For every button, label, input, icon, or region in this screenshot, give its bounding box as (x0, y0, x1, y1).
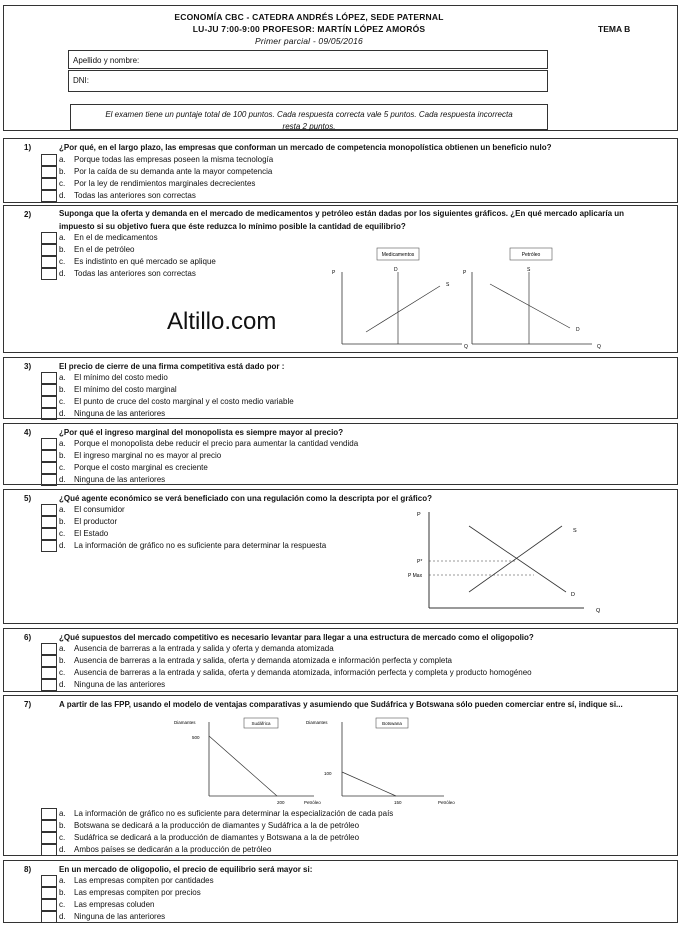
option-letter: c. (59, 179, 66, 188)
demand-line (490, 284, 570, 328)
fpp-line (209, 736, 277, 796)
exam-theme: TEMA B (598, 24, 631, 34)
option-text: Todas las anteriores son correctas (74, 191, 196, 200)
graph-medicamentos (332, 248, 468, 350)
answer-checkbox[interactable] (41, 450, 57, 462)
answer-checkbox[interactable] (41, 832, 57, 844)
fpp-graphs (164, 712, 474, 808)
option-text: Ninguna de las anteriores (74, 680, 166, 689)
answer-checkbox[interactable] (41, 516, 57, 528)
option-text: Porque el costo marginal es creciente (74, 463, 208, 472)
answer-checkbox[interactable] (41, 875, 57, 887)
option-text: Ausencia de barreras a la entrada y salida, oferta y demanda atomizada e información perfecta y completa (74, 656, 452, 665)
option-a[interactable] (41, 372, 671, 384)
answer-checkbox[interactable] (41, 808, 57, 820)
option-letter: d. (59, 541, 66, 550)
demand-label: D (394, 267, 398, 273)
option-letter: b. (59, 821, 66, 830)
altillo-watermark: Altillo.com (167, 308, 277, 335)
option-a[interactable] (41, 438, 671, 450)
answer-checkbox[interactable] (41, 244, 57, 256)
x-axis-label: Petróleo (304, 800, 321, 805)
equilibrium-price-label: P* (417, 559, 423, 565)
supply-demand-graphs (322, 244, 612, 352)
question-text-line1: Suponga que la oferta y demanda en el mercado de medicamentos y petróleo están dadas por los siguientes gráficos. ¿En qué mercado aplicaría un (59, 209, 625, 218)
question-3 (3, 357, 678, 419)
option-a[interactable] (41, 875, 671, 887)
axis-p-label: P (332, 270, 336, 276)
y-intercept-label: 500 (192, 735, 200, 740)
option-text: Sudáfrica se dedicará a la producción de diamantes y Botswana a la de petróleo (74, 833, 360, 842)
dni-field[interactable] (68, 70, 548, 92)
option-text: El Estado (74, 529, 109, 538)
option-c[interactable] (41, 178, 671, 190)
question-2 (3, 205, 678, 353)
option-text: Por la ley de rendimientos marginales decrecientes (74, 179, 256, 188)
option-text: Ausencia de barreras a la entrada y salida y oferta y demanda atomizada (74, 644, 334, 653)
option-text: Porque el monopolista debe reducir el precio para aumentar la cantidad vendida (74, 439, 359, 448)
option-letter: a. (59, 876, 66, 885)
option-b[interactable] (41, 450, 671, 462)
option-letter: b. (59, 656, 66, 665)
x-intercept-label: 200 (277, 800, 285, 805)
option-text: Ambos países se dedicarán a la producción de petróleo (74, 845, 272, 854)
option-letter: c. (59, 397, 66, 406)
option-text: La información de gráfico no es suficiente para determinar la especialización de cada país (74, 809, 394, 818)
axis-q-label: Q (464, 344, 468, 350)
answer-checkbox[interactable] (41, 887, 57, 899)
option-d[interactable] (41, 408, 671, 420)
option-c[interactable] (41, 832, 671, 844)
option-b[interactable] (41, 384, 671, 396)
scoring-note-line2: resta 2 puntos. (282, 122, 336, 131)
option-letter: b. (59, 245, 66, 254)
option-letter: d. (59, 680, 66, 689)
answer-checkbox[interactable] (41, 679, 57, 691)
option-letter: d. (59, 912, 66, 921)
option-letter: c. (59, 529, 66, 538)
answer-checkbox[interactable] (41, 844, 57, 856)
x-intercept-label: 150 (394, 800, 402, 805)
question-text: ¿Qué supuestos del mercado competitivo es necesario levantar para llegar a una estructura de mercado como el oligopolio? (59, 633, 534, 642)
graph-petroleo (463, 248, 601, 350)
option-letter: b. (59, 167, 66, 176)
option-d[interactable] (41, 474, 671, 486)
answer-checkbox[interactable] (41, 384, 57, 396)
question-4 (3, 423, 678, 485)
option-text: El mínimo del costo marginal (74, 385, 177, 394)
option-text: Las empresas compiten por precios (74, 888, 201, 897)
option-letter: b. (59, 385, 66, 394)
option-letter: d. (59, 409, 66, 418)
option-c[interactable] (41, 462, 671, 474)
option-a[interactable] (41, 154, 671, 166)
answer-checkbox[interactable] (41, 408, 57, 420)
option-letter: c. (59, 463, 66, 472)
option-text: En el de medicamentos (74, 233, 158, 242)
option-a[interactable] (41, 232, 671, 244)
y-axis-label: Diamantes (306, 720, 328, 725)
question-number: 4) (24, 428, 32, 437)
option-text: En el de petróleo (74, 245, 135, 254)
option-letter: c. (59, 900, 66, 909)
answer-checkbox[interactable] (41, 911, 57, 923)
axis-p-label: P (417, 512, 421, 518)
option-a[interactable] (41, 643, 671, 655)
option-letter: d. (59, 475, 66, 484)
option-text: El productor (74, 517, 118, 526)
y-intercept-label: 100 (324, 771, 332, 776)
answer-checkbox[interactable] (41, 396, 57, 408)
question-number: 7) (24, 700, 32, 709)
exam-header (3, 5, 678, 131)
exam-date: Primer parcial - 09/05/2016 (255, 36, 363, 46)
option-letter: a. (59, 233, 66, 242)
answer-checkbox[interactable] (41, 899, 57, 911)
axis-q-label: Q (596, 608, 601, 614)
question-text: En un mercado de oligopolio, el precio de equilibrio será mayor si: (59, 865, 313, 874)
question-number: 2) (24, 210, 32, 219)
option-letter: a. (59, 505, 66, 514)
option-text: Ninguna de las anteriores (74, 409, 166, 418)
name-label: Apellido y nombre: (73, 56, 140, 65)
option-text: El consumidor (74, 505, 125, 514)
option-text: Por la caída de su demanda ante la mayor competencia (74, 167, 273, 176)
option-letter: c. (59, 668, 66, 677)
option-c[interactable] (41, 667, 671, 679)
demand-label: D (571, 592, 575, 598)
scoring-note (70, 104, 548, 130)
schedule-professor: LU-JU 7:00-9:00 PROFESOR: MARTÍN LÓPEZ AMORÓS (192, 24, 426, 34)
option-text: Las empresas compiten por cantidades (74, 876, 214, 885)
answer-checkbox[interactable] (41, 667, 57, 679)
answer-checkbox[interactable] (41, 528, 57, 540)
option-letter: d. (59, 845, 66, 854)
graph-botswana (306, 718, 455, 805)
answer-checkbox[interactable] (41, 232, 57, 244)
option-text: Es indistinto en qué mercado se aplique (74, 257, 216, 266)
answer-checkbox[interactable] (41, 820, 57, 832)
option-d[interactable] (41, 190, 671, 202)
question-5 (3, 489, 678, 624)
answer-checkbox[interactable] (41, 540, 57, 552)
option-text: Ninguna de las anteriores (74, 912, 166, 921)
question-number: 5) (24, 494, 32, 503)
question-text: ¿Qué agente económico se verá beneficiado con una regulación como la descripta por el gráfico? (59, 494, 432, 503)
answer-checkbox[interactable] (41, 256, 57, 268)
fpp-line (342, 772, 396, 796)
answer-checkbox[interactable] (41, 462, 57, 474)
option-letter: a. (59, 439, 66, 448)
dni-label: DNI: (73, 76, 89, 85)
max-price-label: P Max (408, 573, 423, 579)
answer-checkbox[interactable] (41, 643, 57, 655)
option-letter: d. (59, 191, 66, 200)
answer-checkbox[interactable] (41, 190, 57, 202)
option-letter: a. (59, 373, 66, 382)
option-d[interactable] (41, 911, 671, 923)
option-b[interactable] (41, 887, 671, 899)
answer-checkbox[interactable] (41, 178, 57, 190)
question-text: A partir de las FPP, usando el modelo de ventajas comparativas y asumiendo que Sudáfrica y Botswana sólo pueden comerciar entre sí, indique si... (59, 700, 623, 709)
option-letter: b. (59, 451, 66, 460)
option-b[interactable] (41, 820, 671, 832)
option-letter: b. (59, 517, 66, 526)
graph-title: Sudáfrica (251, 721, 271, 726)
option-letter: c. (59, 257, 66, 266)
question-text: ¿Por qué, en el largo plazo, las empresas que conforman un mercado de competencia monopolística obtienen un beneficio nulo? (59, 143, 552, 152)
option-b[interactable] (41, 166, 671, 178)
option-letter: b. (59, 888, 66, 897)
option-text: Ausencia de barreras a la entrada y salida, oferta y demanda atomizada, información perfecta y completa y producto homogéneo (74, 668, 532, 677)
option-text: El punto de cruce del costo marginal y el costo medio variable (74, 397, 294, 406)
option-c[interactable] (41, 396, 671, 408)
name-field[interactable] (68, 50, 548, 69)
answer-checkbox[interactable] (41, 166, 57, 178)
question-text: El precio de cierre de una firma competitiva está dado por : (59, 362, 285, 371)
answer-checkbox[interactable] (41, 504, 57, 516)
question-text: ¿Por qué el ingreso marginal del monopolista es siempre mayor al precio? (59, 428, 344, 437)
option-letter: a. (59, 644, 66, 653)
option-c[interactable] (41, 899, 671, 911)
question-number: 8) (24, 865, 32, 874)
option-d[interactable] (41, 679, 671, 691)
supply-label: S (446, 282, 450, 288)
option-text: Ninguna de las anteriores (74, 475, 166, 484)
option-text: El mínimo del costo medio (74, 373, 168, 382)
axis-q-label: Q (597, 344, 601, 350)
supply-label: S (527, 267, 531, 273)
supply-line (366, 286, 440, 332)
demand-label: D (576, 327, 580, 333)
option-text: La información de gráfico no es suficiente para determinar la respuesta (74, 541, 327, 550)
y-axis-label: Diamantes (174, 720, 196, 725)
option-text: Botswana se dedicará a la producción de diamantes y Sudáfrica a la de petróleo (74, 821, 360, 830)
question-number: 1) (24, 143, 32, 152)
axis-p-label: P (463, 270, 467, 276)
option-b[interactable] (41, 655, 671, 667)
price-ceiling-graph (384, 504, 609, 622)
option-text: Porque todas las empresas poseen la misma tecnología (74, 155, 274, 164)
graph-title: Petróleo (521, 252, 541, 258)
answer-checkbox[interactable] (41, 154, 57, 166)
course-title: ECONOMÍA CBC - CATEDRA ANDRÉS LÓPEZ, SEDE PATERNAL (174, 12, 444, 22)
option-d[interactable] (41, 844, 671, 856)
answer-checkbox[interactable] (41, 372, 57, 384)
option-text: Las empresas coluden (74, 900, 155, 909)
graph-title: Medicamentos (381, 252, 415, 258)
option-text: El ingreso marginal no es mayor al precio (74, 451, 222, 460)
question-6 (3, 628, 678, 692)
answer-checkbox[interactable] (41, 655, 57, 667)
question-number: 6) (24, 633, 32, 642)
option-letter: d. (59, 269, 66, 278)
answer-checkbox[interactable] (41, 438, 57, 450)
option-letter: a. (59, 155, 66, 164)
x-axis-label: Petróleo (438, 800, 455, 805)
option-a[interactable] (41, 808, 671, 820)
question-1 (3, 138, 678, 203)
graph-title: Botswana (382, 721, 402, 726)
option-text: Todas las anteriores son correctas (74, 269, 196, 278)
question-text (59, 208, 624, 233)
question-7 (3, 695, 678, 856)
question-8 (3, 860, 678, 923)
question-text-line2: impuesto si su objetivo fuera que éste reduzca lo mínimo posible la cantidad de equilibrio? (59, 221, 406, 231)
scoring-note-line1: El examen tiene un puntaje total de 100 puntos. Cada respuesta correcta vale 5 puntos. Cada respuesta incorrecta (105, 110, 513, 119)
supply-label: S (573, 528, 577, 534)
answer-checkbox[interactable] (41, 268, 57, 280)
option-letter: c. (59, 833, 66, 842)
option-letter: a. (59, 809, 66, 818)
answer-checkbox[interactable] (41, 474, 57, 486)
question-number: 3) (24, 362, 32, 371)
graph-sudafrica (174, 718, 321, 805)
